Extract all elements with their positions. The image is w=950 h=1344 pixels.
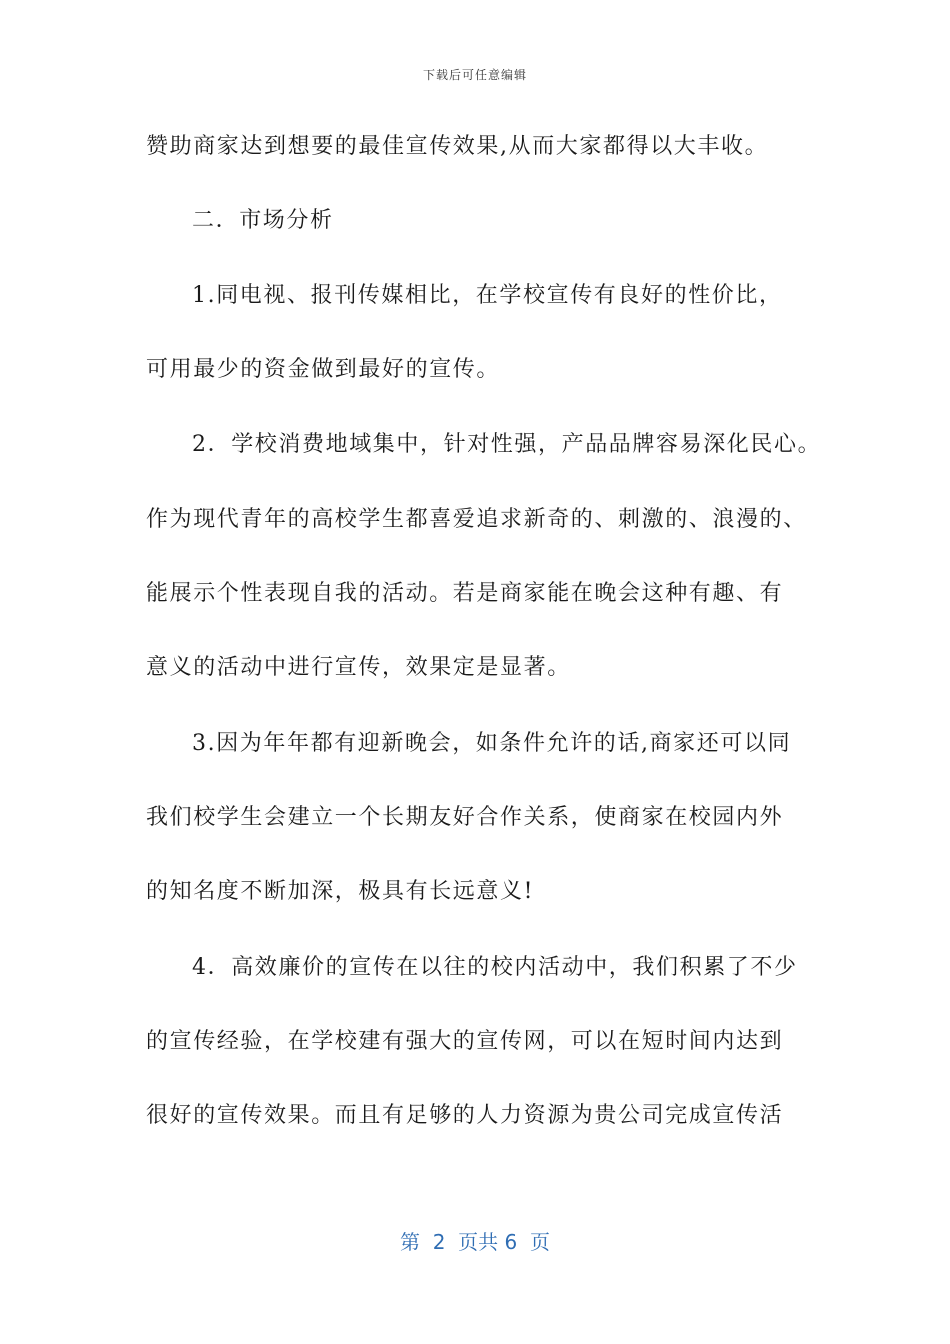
body-line: 很好的宣传效果。而且有足够的人力资源为贵公司完成宣传活 bbox=[146, 1103, 784, 1128]
body-line: 作为现代青年的高校学生都喜爱追求新奇的、刺激的、浪漫的、 bbox=[146, 507, 807, 532]
page-number-footer: 第 2 页共 6 页 bbox=[400, 1230, 550, 1254]
body-line: 可用最少的资金做到最好的宣传。 bbox=[146, 357, 501, 382]
body-line: 能展示个性表现自我的活动。若是商家能在晚会这种有趣、有 bbox=[146, 581, 784, 606]
body-line: 3.因为年年都有迎新晚会，如条件允许的话,商家还可以同 bbox=[192, 731, 792, 756]
body-line: 我们校学生会建立一个长期友好合作关系，使商家在校园内外 bbox=[146, 805, 784, 830]
section-heading: 二．市场分析 bbox=[192, 208, 334, 233]
page-header: 下载后可任意编辑 bbox=[422, 68, 527, 82]
body-line: 4．高效廉价的宣传在以往的校内活动中，我们积累了不少 bbox=[192, 955, 798, 980]
body-line: 2．学校消费地域集中，针对性强，产品品牌容易深化民心。 bbox=[192, 432, 822, 457]
body-line: 的知名度不断加深，极具有长远意义! bbox=[146, 879, 535, 904]
body-line: 赞助商家达到想要的最佳宣传效果,从而大家都得以大丰收。 bbox=[146, 134, 769, 159]
body-line: 的宣传经验，在学校建有强大的宣传网，可以在短时间内达到 bbox=[146, 1029, 784, 1054]
body-line: 1.同电视、报刊传媒相比，在学校宣传有良好的性价比， bbox=[192, 283, 783, 308]
body-line: 意义的活动中进行宣传，效果定是显著。 bbox=[146, 655, 571, 680]
